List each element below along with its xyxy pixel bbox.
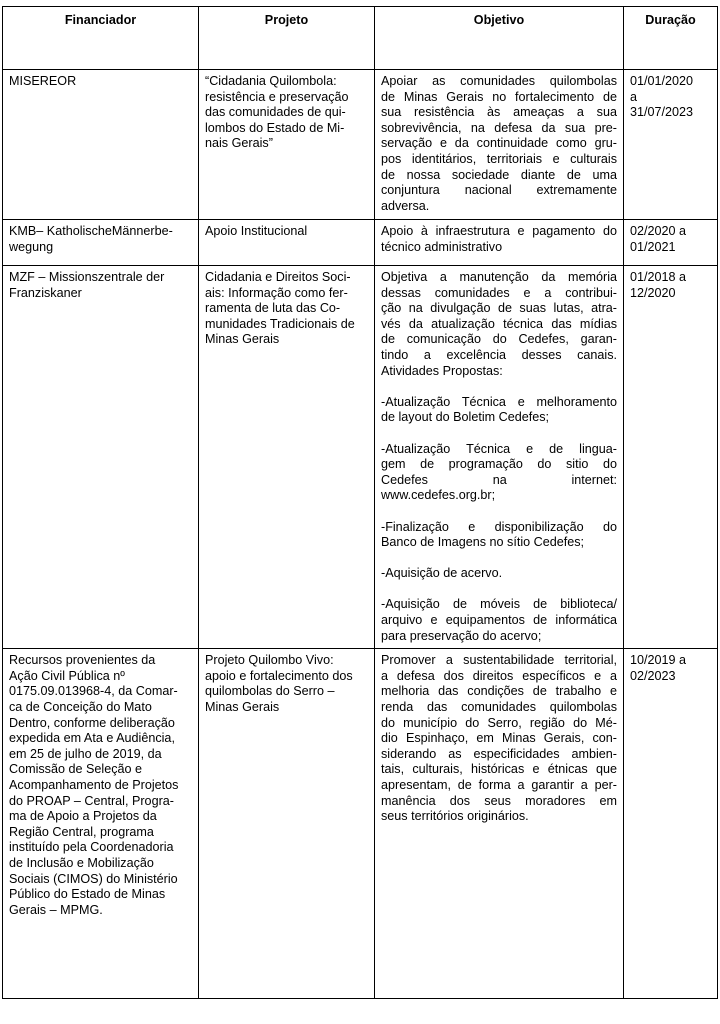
objetivo-paragraph	[381, 224, 617, 255]
table-row	[3, 649, 718, 999]
financiador-line: Público do Estado de Minas	[9, 887, 166, 902]
objetivo-line: Apoiar as comunidades quilombolas	[381, 74, 617, 88]
objetivo-paragraph	[381, 270, 617, 379]
projeto-line: das comunidades de qui-	[205, 105, 346, 120]
objetivo-line: tais, culturais, históricas e étnicas que	[381, 762, 617, 777]
projeto-line: Cidadania e Direitos Soci-	[205, 270, 351, 284]
header-financiador: Financiador	[3, 7, 199, 70]
objetivo-paragraph	[381, 520, 617, 551]
cell-projeto	[199, 70, 375, 220]
financiador-line: ma de Apoio a Projetos da	[9, 809, 157, 824]
projeto-line: lombos do Estado de Mi-	[205, 120, 345, 135]
projeto-line: Projeto Quilombo Vivo:	[205, 653, 334, 668]
financiador-line: MISEREOR	[9, 74, 77, 88]
objetivo-line: melhoria das condições de trabalho e	[381, 684, 617, 699]
projeto-line: ramenta de luta das Co-	[205, 301, 341, 316]
objetivo-line: tindo a excelência desses canais.	[381, 347, 617, 362]
financiador-line: MZF – Missionszentrale der	[9, 270, 165, 284]
financiador-line: de Inclusão e Mobilização	[9, 855, 154, 870]
objetivo-line: siderando as especificidades ambien-	[381, 746, 617, 761]
objetivo-line: Apoio à infraestrutura e pagamento do	[381, 224, 617, 238]
cell-duracao	[624, 649, 718, 999]
header-objetivo: Objetivo	[375, 7, 624, 70]
cell-duracao	[624, 220, 718, 266]
objetivo-line: Objetiva a manutenção da memória	[381, 270, 617, 284]
table-row	[3, 220, 718, 266]
projeto-line: Minas Gerais	[205, 332, 280, 347]
objetivo-line: Promover a sustentabilidade territorial,	[381, 653, 617, 668]
cell-projeto	[199, 220, 375, 266]
financiador-line: Comissão de Seleção e	[9, 762, 143, 777]
financiador-line: Dentro, conforme deliberação	[9, 715, 175, 730]
cell-duracao	[624, 70, 718, 220]
objetivo-line: Banco de Imagens no sítio Cedefes;	[381, 535, 585, 550]
objetivo-line: a defesa dos direitos específicos e a	[381, 668, 617, 683]
projeto-line: ais: Informação como fer-	[205, 285, 348, 300]
projeto-line: resistência e preservação	[205, 89, 349, 104]
objetivo-line: dessas comunidades e a contribui-	[381, 285, 617, 300]
duracao-line: 01/2018 a	[630, 270, 687, 284]
funding-table	[2, 6, 718, 999]
objetivo-line: manência dos seus moradores em	[381, 793, 617, 808]
objetivo-paragraph	[381, 653, 617, 825]
objetivo-line: Cedefes na internet:	[381, 472, 617, 487]
financiador-line: ca de Conceição do Mato	[9, 700, 152, 715]
objetivo-line: de nossa sociedade diante de uma	[381, 167, 617, 182]
objetivo-line: vés da atualização técnica das mídias	[381, 316, 617, 331]
objetivo-paragraph	[381, 74, 617, 214]
financiador-line: Recursos provenientes da	[9, 653, 156, 668]
cell-financiador	[3, 70, 199, 220]
objetivo-line: técnico administrativo	[381, 239, 503, 254]
header-duracao: Duração	[624, 7, 718, 70]
objetivo-line: -Atualização Técnica e melhoramento	[381, 394, 617, 409]
table-row	[3, 70, 718, 220]
objetivo-line: de layout do Boletim Cedefes;	[381, 410, 550, 425]
objetivo-line: arquivo e equipamentos de informática	[381, 613, 617, 628]
projeto-line: munidades Tradicionais de	[205, 316, 355, 331]
objetivo-line: apresentam, de forma a garantir a per-	[381, 778, 617, 792]
cell-projeto	[199, 266, 375, 649]
financiador-line: Franziskaner	[9, 285, 82, 300]
cell-financiador	[3, 220, 199, 266]
projeto-line: Apoio Institucional	[205, 224, 308, 238]
objetivo-paragraph	[381, 566, 617, 582]
objetivo-line: ção na divulgação de suas lutas, atra-	[381, 301, 617, 316]
objetivo-line: -Finalização e disponibilização do	[381, 519, 617, 534]
objetivo-line: -Aquisição de acervo.	[381, 566, 503, 581]
duracao-line: 31/07/2023	[630, 105, 694, 120]
duracao-line: 01/2021	[630, 239, 676, 254]
objetivo-line: dio Espinhaço, em Minas Gerais, con-	[381, 731, 617, 746]
cell-objetivo	[375, 266, 624, 649]
objetivo-line: renda das comunidades quilombolas	[381, 700, 617, 715]
objetivo-paragraph	[381, 395, 617, 426]
cell-duracao	[624, 266, 718, 649]
header-projeto: Projeto	[199, 7, 375, 70]
projeto-line: Minas Gerais	[205, 700, 280, 715]
financiador-line: expedida em Ata e Audiência,	[9, 731, 175, 746]
objetivo-line: conjuntura nacional extremamente	[381, 183, 617, 198]
header-row	[3, 7, 718, 70]
financiador-line: 0175.09.013968-4, da Comar-	[9, 684, 178, 699]
cell-financiador	[3, 266, 199, 649]
projeto-line: quilombolas do Serro –	[205, 684, 335, 699]
cell-objetivo	[375, 220, 624, 266]
duracao-line: 01/01/2020	[630, 74, 694, 88]
duracao-line: 02/2020 a	[630, 224, 687, 238]
objetivo-line: do município do Serro, região do Mé-	[381, 715, 617, 730]
financiador-line: Sociais (CIMOS) do Ministério	[9, 871, 178, 886]
duracao-line: 10/2019 a	[630, 653, 687, 668]
objetivo-line: sobrevivência, na defesa da sua pre-	[381, 120, 617, 135]
financiador-line: em 25 de julho de 2019, da	[9, 746, 162, 761]
objetivo-line: seus territórios originários.	[381, 809, 529, 824]
cell-financiador	[3, 649, 199, 999]
objetivo-line: gem de programação do sitio do	[381, 457, 617, 472]
financiador-line: KMB– KatholischeMännerbe-	[9, 224, 173, 238]
objetivo-line: sua resistência às ameaças a sua	[381, 105, 617, 120]
cell-projeto	[199, 649, 375, 999]
projeto-line: apoio e fortalecimento dos	[205, 668, 353, 683]
cell-objetivo	[375, 70, 624, 220]
objetivo-line: de Minas Gerais no fortalecimento de	[381, 89, 617, 104]
objetivo-paragraph	[381, 442, 617, 504]
objetivo-line: Atividades Propostas:	[381, 363, 503, 378]
financiador-line: wegung	[9, 239, 54, 254]
table-row	[3, 266, 718, 649]
financiador-line: Acompanhamento de Projetos	[9, 778, 179, 792]
duracao-line: a	[630, 89, 638, 104]
financiador-line: do PROAP – Central, Progra-	[9, 793, 174, 808]
projeto-line: “Cidadania Quilombola:	[205, 74, 337, 88]
objetivo-paragraph	[381, 597, 617, 644]
cell-objetivo	[375, 649, 624, 999]
objetivo-line: pos identitários, territoriais e culturais	[381, 151, 617, 166]
objetivo-line: de comunicação do Cedefes, garan-	[381, 332, 617, 347]
objetivo-line: www.cedefes.org.br;	[381, 488, 496, 503]
financiador-line: Ação Civil Pública nº	[9, 668, 125, 683]
projeto-line: nais Gerais”	[205, 136, 273, 151]
duracao-line: 02/2023	[630, 668, 676, 683]
objetivo-line: -Aquisição de móveis de biblioteca/	[381, 597, 617, 612]
financiador-line: Gerais – MPMG.	[9, 902, 103, 917]
financiador-line: Região Central, programa	[9, 824, 154, 839]
duracao-line: 12/2020	[630, 285, 676, 300]
financiador-line: instituído pela Coordenadoria	[9, 840, 174, 855]
objetivo-line: para preservação do acervo;	[381, 628, 542, 643]
objetivo-line: adversa.	[381, 198, 430, 213]
objetivo-line: -Atualização Técnica e de lingua-	[381, 441, 617, 456]
objetivo-line: servação e da continuidade como gru-	[381, 136, 617, 151]
